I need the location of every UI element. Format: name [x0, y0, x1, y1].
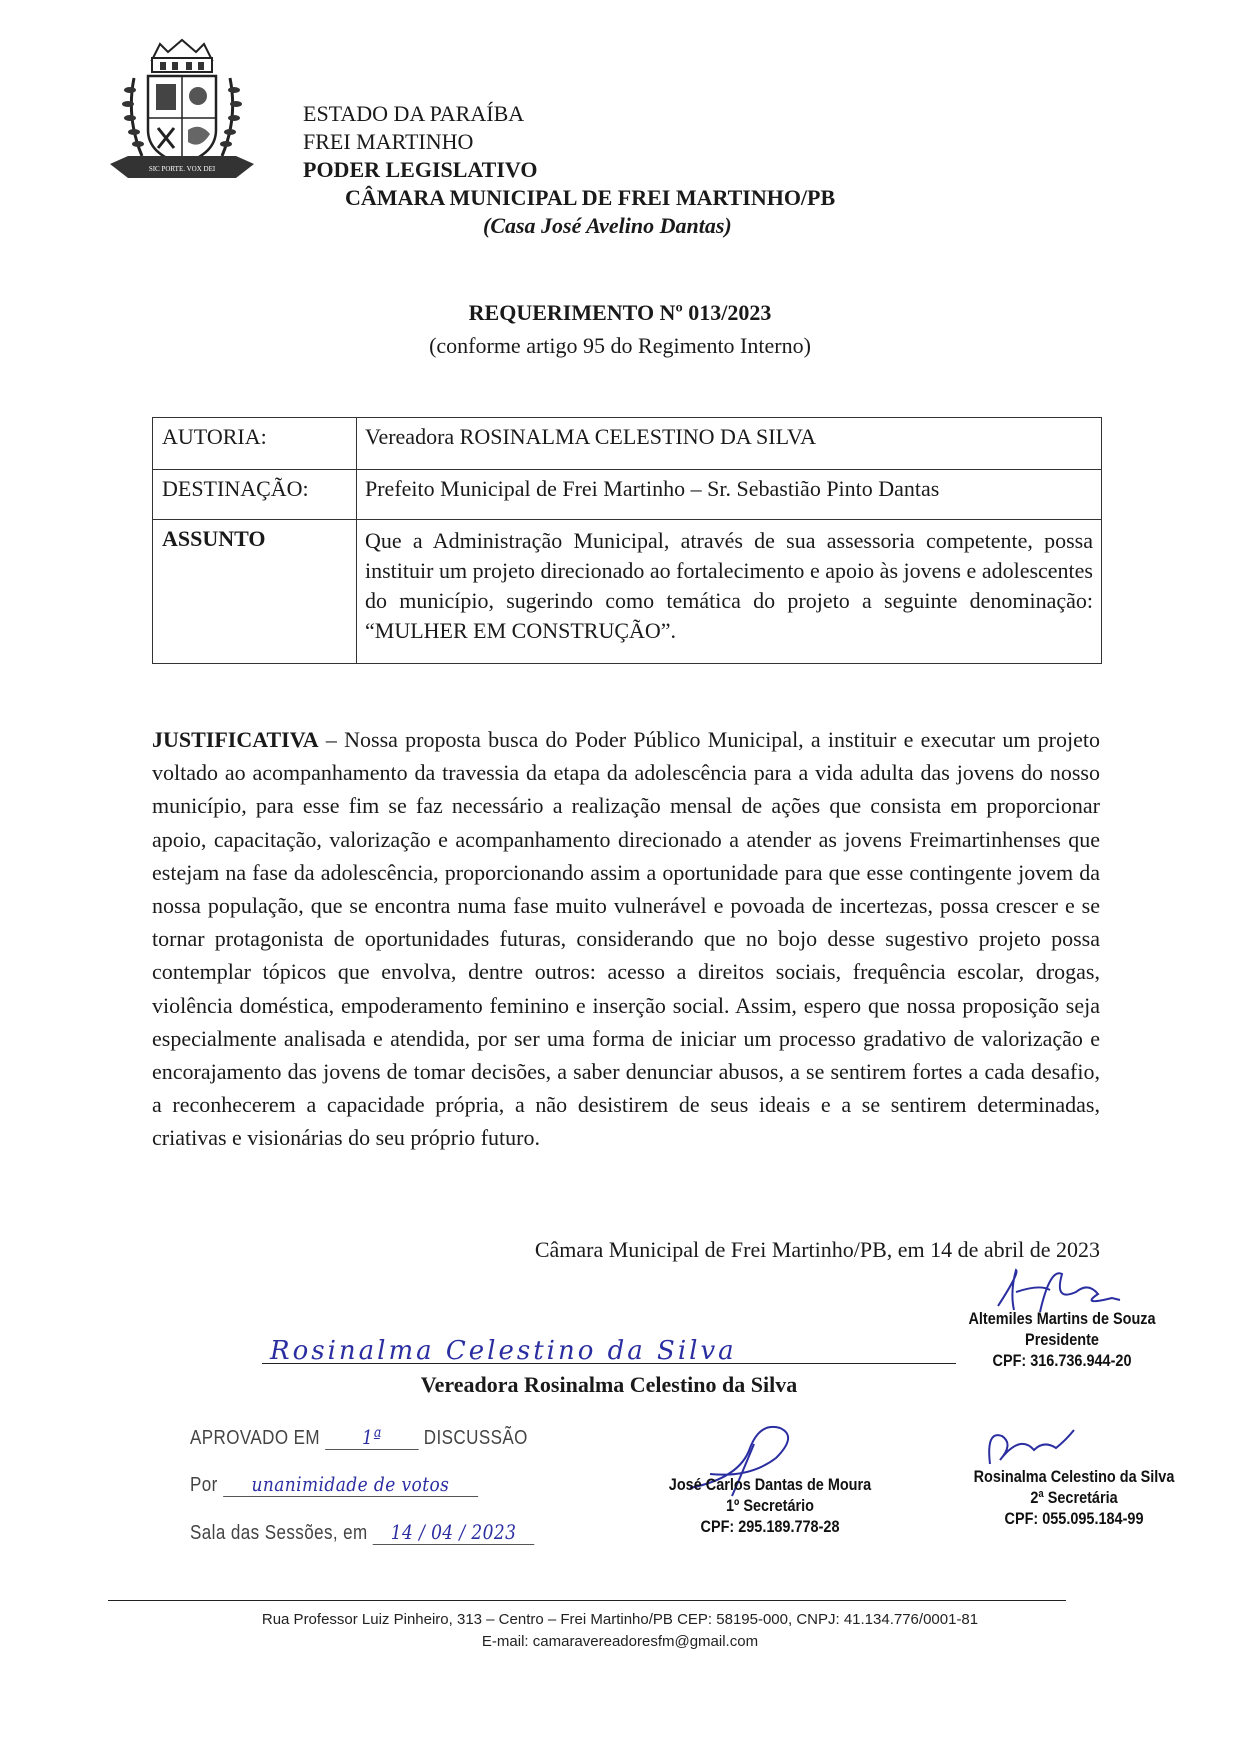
- row-label: DESTINAÇÃO:: [153, 470, 357, 520]
- secretary1-role: 1º Secretário: [725, 1496, 815, 1515]
- president-cpf: CPF: 316.736.944-20: [992, 1351, 1132, 1370]
- approval-by-prefix: Por: [190, 1474, 218, 1496]
- row-label: ASSUNTO: [153, 520, 357, 664]
- secretary2-cpf: CPF: 055.095.184-99: [1004, 1509, 1144, 1528]
- row-value: Vereadora ROSINALMA CELESTINO DA SILVA: [357, 418, 1102, 470]
- branch-name: PODER LEGISLATIVO: [303, 157, 538, 182]
- approval-vote-result: unanimidade de votos: [223, 1472, 478, 1497]
- author-handwritten-signature: Rosinalma Celestino da Silva: [270, 1336, 737, 1366]
- approval-session-prefix: Sala das Sessões, em: [190, 1522, 368, 1544]
- row-label: AUTORIA:: [153, 418, 357, 470]
- approval-stamp-line2: [190, 1472, 478, 1497]
- approval-stamp-line1: [190, 1425, 528, 1450]
- place-date: Câmara Municipal de Frei Martinho/PB, em 14 de abril de 2023: [534, 1237, 1100, 1262]
- document-title: REQUERIMENTO Nº 013/2023: [468, 300, 772, 325]
- table-row: [153, 520, 1102, 664]
- footer-divider: [108, 1600, 1066, 1601]
- signature-line: [262, 1363, 956, 1364]
- justification-paragraph: [152, 723, 1100, 1155]
- approval-suffix: DISCUSSÃO: [423, 1427, 528, 1449]
- row-value: Prefeito Municipal de Frei Martinho – Sr. Sebastião Pinto Dantas: [357, 470, 1102, 520]
- footer-address: Rua Professor Luiz Pinheiro, 313 – Centro – Frei Martinho/PB CEP: 58195-000, CNPJ: 41.134.776/0001-81: [261, 1611, 979, 1628]
- secretary1-stamp: [660, 1474, 881, 1537]
- justification-text: – Nossa proposta busca do Poder Público Municipal, a instituir e executar um projeto voltado ao acompanhamento da travessia da etapa da adolescência para a vida adulta das jovens do nosso município, para esse fim se faz necessário a realização mensal de ações que consista em proporcionar apoio, capacitação, valorização e acompanhamento direcionado a atender as jovens Freimartinhenses que estejam na fase da adolescência, proporcionando assim a oportunidade para que esse contingente jovem da nossa população, que se encontra numa fase muito vulnerável e povoada de incertezas, possa crescer e se tornar protagonista de oportunidades futuras, considerando que no bojo desse sugestivo projeto possa contemplar tópicos que envolva, dentre outros: acesso a direitos sociais, frequência escolar, drogas, violência doméstica, empoderamento feminino e inserção social. Assim, espero que nossa proposição seja especialmente analisada e atendida, por ser uma forma de iniciar um processo gradativo de valorização e encorajamento das jovens de tomar decisões, a saber denunciar abusos, a se sentirem fortes a cada desafio, a reconhecerem a capacidade própria, a não desistirem de seus ideais e a se sentirem determinadas, criativas e visionárias do seu próprio futuro.: [152, 727, 1100, 1151]
- president-stamp: [965, 1308, 1159, 1371]
- municipal-coat-of-arms: [108, 38, 256, 188]
- document-subtitle: (conforme artigo 95 do Regimento Interno): [429, 333, 811, 358]
- table-row: [153, 418, 1102, 470]
- president-name: Altemiles Martins de Souza: [968, 1309, 1156, 1328]
- secretary2-name: Rosinalma Celestino da Silva: [973, 1467, 1175, 1486]
- municipality-name: FREI MARTINHO: [303, 129, 474, 154]
- secretary1-name: José Carlos Dantas de Moura: [668, 1475, 872, 1494]
- table-row: [153, 470, 1102, 520]
- info-table: [152, 417, 1102, 664]
- footer-email: E-mail: camaravereadoresfm@gmail.com: [481, 1633, 759, 1650]
- row-value: Que a Administração Municipal, através de sua assessoria competente, possa instituir um projeto direcionado ao fortalecimento e apoio às jovens e adolescentes do município, sugerindo como temática do projeto a seguinte denominação: “MULHER EM CONSTRUÇÃO”.: [357, 520, 1102, 664]
- chamber-house-name: (Casa José Avelino Dantas): [483, 213, 732, 238]
- approval-discussion-number: 1ª: [325, 1425, 419, 1450]
- justification-label: JUSTIFICATIVA: [152, 727, 319, 752]
- approval-stamp-line3: [190, 1520, 534, 1545]
- secretary1-cpf: CPF: 295.189.778-28: [700, 1517, 840, 1536]
- state-name: ESTADO DA PARAÍBA: [303, 101, 525, 126]
- secretary2-stamp: [964, 1466, 1185, 1529]
- approval-prefix: APROVADO EM: [190, 1427, 320, 1449]
- chamber-name: CÂMARA MUNICIPAL DE FREI MARTINHO/PB: [345, 185, 836, 210]
- president-role: Presidente: [1025, 1330, 1099, 1349]
- svg-text:SIC PORTE. VOX DEI: SIC PORTE. VOX DEI: [148, 165, 216, 173]
- secretary2-role: 2ª Secretária: [1030, 1488, 1118, 1507]
- approval-session-date: 14 / 04 / 2023: [373, 1520, 534, 1545]
- secretary2-signature-icon: [980, 1420, 1080, 1470]
- author-name: Vereadora Rosinalma Celestino da Silva: [420, 1372, 798, 1397]
